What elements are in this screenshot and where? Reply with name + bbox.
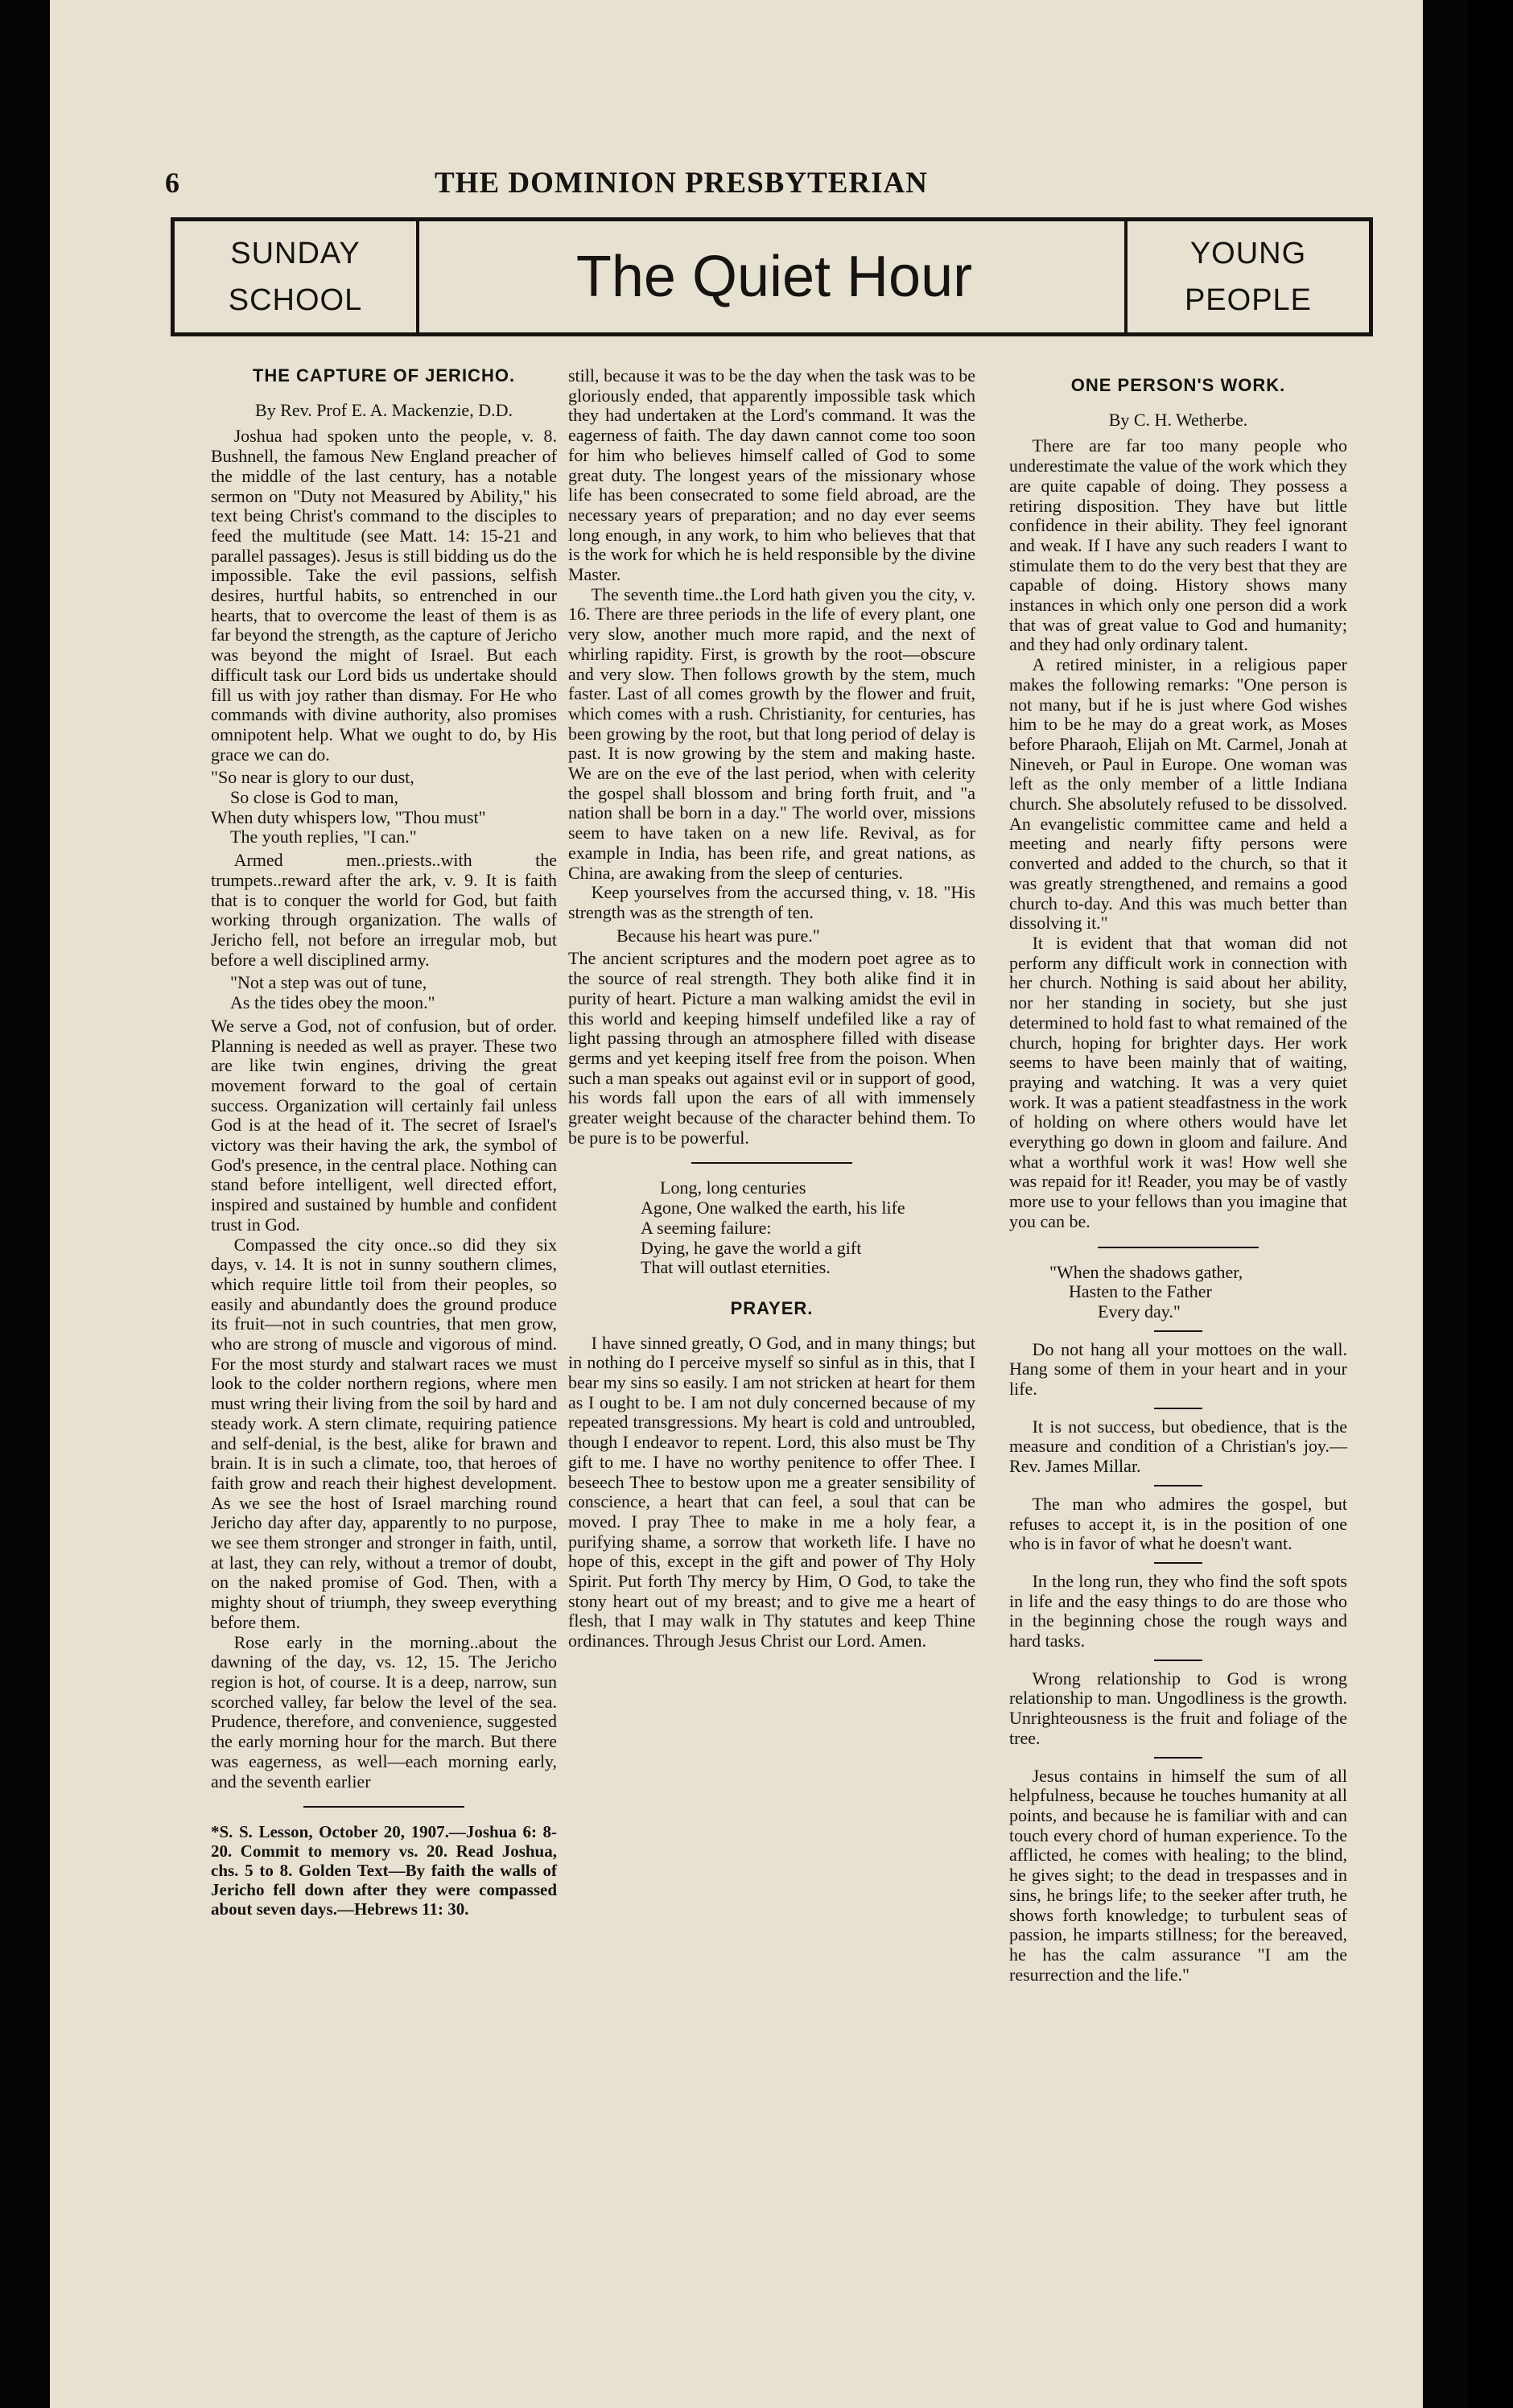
- verse: [568, 926, 975, 946]
- verse-line: "When the shadows gather,: [1049, 1261, 1243, 1282]
- film-edge-right: [1423, 0, 1468, 2408]
- paragraph: It is evident that that woman did not perform any difficult work in connection with her church. Nothing is said about her ability, nor her standing in society, but she just determined to hold fast to what remained of the church, hoping for brighter days. Her work seems to have been mainly that of waiting, praying and watching. It was a very quiet work. It was a patient steadfastness in the work of holding on where others would have let everything go down in gloom and failure. And what a worthful work it was! How well she was repaid for it! Reader, you may be of vastly more use to your fellows than you imagine that you can be.: [1009, 932, 1347, 1231]
- article-byline: By C. H. Wetherbe.: [1108, 409, 1248, 430]
- banner-left-box: [175, 221, 419, 332]
- article-byline: By Rev. Prof E. A. Mackenzie, D.D.: [255, 399, 513, 420]
- verse-line: As the tides obey the moon.": [230, 992, 435, 1013]
- prayer-heading: PRAYER.: [730, 1297, 814, 1318]
- verse-line: When duty whispers low, "Thou must": [211, 806, 486, 827]
- paragraph: Compassed the city once..so did they six days, v. 14. It is not in sunny southern climes, which require little toil from their peoples, so easily and abundantly does the ground produce its fruit—not in such countries, that men grow, who are strong of muscle and vigorous of mind. For the most sturdy and stalwart races we must look to the colder northern regions, where men must wring their living from the soil by hard and steady work. A stern climate, requiring patience and self-denial, is the best, alike for brawn and brain. It is in such a climate, too, that heroes of faith grow and reach their highest development. As we see the host of Israel marching round Jericho day after day, apparently to no purpose, we see them stronger and stronger in faith, until, at last, they can rely, without a tremor of doubt, on the naked promise of God. Then, with a mighty shout of triumph, they sweep everything before them.: [211, 1234, 557, 1632]
- verse-line: "So near is glory to our dust,: [211, 767, 414, 788]
- paragraph: Do not hang all your mottoes on the wall. Hang some of them in your heart and in your life.: [1009, 1338, 1347, 1400]
- verse: [211, 768, 557, 847]
- page-number: 6: [165, 167, 179, 199]
- verse: [1009, 1263, 1347, 1322]
- footnote: [211, 1822, 557, 1919]
- verse-line: Every day.": [1098, 1301, 1181, 1322]
- verse: [568, 1178, 975, 1278]
- running-head: THE DOMINION PRESBYTERIAN: [435, 167, 928, 200]
- verse-line: Because his heart was pure.": [616, 925, 820, 946]
- verse-line: A seeming failure:: [641, 1217, 772, 1238]
- banner-title: The Quiet Hour: [575, 245, 973, 309]
- paragraph: Wrong relationship to God is wrong relationship to man. Ungodliness is the growth. Unrighteousness is the fruit and foliage of the tree.: [1009, 1668, 1347, 1748]
- verse-line: Hasten to the Father: [1069, 1281, 1212, 1302]
- footnote-text: *S. S. Lesson, October 20, 1907.—Joshua 6: 8-20. Commit to memory vs. 20. Read Joshua, chs. 5 to 8. Golden Text—By faith the walls of Jericho fell down after they were compassed about seven days.—Hebrews 11: 30.: [211, 1822, 557, 1919]
- banner-right-box: [1124, 221, 1369, 332]
- paragraph: still, because it was to be the day when the task was to be gloriously ended, that apparently impossible task which they had undertaken at the Lord's command. It was the eagerness of faith. The day dawn cannot come too soon for him who believes himself called of God to some great duty. The longest years of the missionary whose life has been consecrated to some field abroad, are the necessary years of preparation; and no day ever seems long enough, in any work, to him who believes that that is the work for which he is held responsible by the divine Master.: [568, 365, 975, 585]
- paragraph: The ancient scriptures and the modern poet agree as to the source of real strength. They both alike find it in purity of heart. Picture a man walking amidst the evil in this world and keeping himself undefiled like a ray of light passing through an atmosphere filled with disease germs and yet keeping itself free from the poison. When such a man speaks out against evil or in support of good, his words fall upon the ears of all with immensely greater weight because of the character behind them. To be pure is to be powerful.: [568, 948, 975, 1148]
- section-banner: [171, 217, 1373, 336]
- verse-line: So close is God to man,: [230, 787, 398, 808]
- banner-left-line2: SCHOOL: [228, 283, 363, 317]
- column-young-people: [1009, 366, 1347, 1985]
- paragraph: Joshua had spoken unto the people, v. 8. Bushnell, the famous New England preacher of the middle of the last century, has a notable sermon on "Duty not Measured by Ability," his text being Christ's command to the disciples to feed the multitude (see Matt. 14: 15-21 and parallel passages). Jesus is still bidding us do the impossible. Take the evil passions, selfish desires, hurtful habits, so entrenched in our hearts, that to overcome the least of them is as far beyond the strength, as the capture of Jericho was beyond the might of Israel. But each difficult task our Lord bids us undertake should fill us with joy rather than dismay. For He who commands with divine authority, also promises omnipotent help. What we ought to do, by His grace we can do.: [211, 426, 557, 765]
- paragraph: In the long run, they who find the soft spots in life and the easy things to do are those who in the beginning chose the rough ways and hard tasks.: [1009, 1570, 1347, 1651]
- verse-line: The youth replies, "I can.": [230, 827, 417, 847]
- divider: [303, 1806, 464, 1808]
- paragraph: The man who admires the gospel, but refuses to accept it, is in the position of one who is in favor of what he doesn't want.: [1009, 1493, 1347, 1554]
- divider: [1154, 1330, 1202, 1332]
- divider: [1154, 1757, 1202, 1759]
- paragraph: There are far too many people who underestimate the value of the work which they are quite capable of doing. They possess a retiring disposition. They have but little confidence in their ability. They feel ignorant and weak. If I have any such readers I want to stimulate them to do the very best that they are capable of doing. History shows many instances in which only one person did a work that was of great value to God and humanity; and they had only ordinary talent.: [1009, 435, 1347, 655]
- paragraph: Keep yourselves from the accursed thing, v. 18. "His strength was as the strength of ten.: [568, 882, 975, 922]
- verse: [211, 973, 557, 1012]
- verse-line: "Not a step was out of tune,: [230, 972, 427, 993]
- divider: [1154, 1660, 1202, 1661]
- paragraph: We serve a God, not of confusion, but of order. Planning is needed as well as prayer. These two are like twin engines, driving the great movement forward to the goal of certain success. Organization will certainly fail unless God is at the head of it. The secret of Israel's victory was their having the ark, the symbol of God's presence, in the central place. Nothing can stand before intelligent, well directed effort, inspired and sustained by humble and confident trust in God.: [211, 1015, 557, 1235]
- divider: [1098, 1247, 1259, 1248]
- verse-line: Long, long centuries: [660, 1177, 806, 1198]
- verse-line: Dying, he gave the world a gift: [641, 1237, 862, 1258]
- banner-right-line2: PEOPLE: [1184, 283, 1313, 317]
- divider: [1154, 1408, 1202, 1409]
- article-heading: THE CAPTURE OF JERICHO.: [252, 365, 516, 386]
- film-edge-left: [0, 0, 50, 2408]
- paragraph: Jesus contains in himself the sum of all helpfulness, because he touches humanity at all points, and because he is familiar with and can touch every chord of human experience. To the afflicted, he comes with healing; to the blind, he gives sight; to the dead in trespasses and in sins, he brings life; to the seeker after truth, he shows forth knowledge; to turbulent seas of passion, he imparts stillness; for the bereaved, he has the calm assurance "I am the resurrection and the life.": [1009, 1765, 1347, 1985]
- divider: [691, 1162, 852, 1164]
- divider: [1154, 1485, 1202, 1486]
- banner-title-box: [419, 221, 1129, 332]
- paragraph: The seventh time..the Lord hath given you the city, v. 16. There are three periods in the life of every plant, one very slow, another much more rapid, and the next of whirling rapidity. First, is growth by the root—obscure and very slow. Then follows growth by the stem, much faster. Last of all comes growth by the flower and fruit, which comes with a rush. Christianity, for centuries, has been growing by the root, but that long period of delay is past. It is now growing by the stem and making haste. We are on the eve of the last period, when with celerity the gospel shall blossom and bring forth fruit, and "a nation shall be born in a day." The world over, missions seem to have taken on a new life. Revival, as for example in India, has been rife, and great nations, as China, are awaking from the sleep of centuries.: [568, 583, 975, 883]
- verse-line: Agone, One walked the earth, his life: [641, 1198, 905, 1218]
- article-heading: ONE PERSON'S WORK.: [1070, 375, 1286, 395]
- verse-line: That will outlast eternities.: [641, 1257, 831, 1278]
- paragraph: Rose early in the morning..about the dawning of the day, vs. 12, 15. The Jericho region is hot, of course. It is a deep, narrow, sun scorched valley, far below the level of the sea. Prudence, therefore, and convenience, suggested the early morning hour for the march. But there was eagerness, as well—each morning early, and the seventh earlier: [211, 1631, 557, 1792]
- spacer: [568, 1281, 975, 1299]
- banner-left-line1: SUNDAY: [230, 237, 361, 270]
- column-middle: [568, 366, 975, 1651]
- banner-right-line1: YOUNG: [1189, 237, 1307, 270]
- paragraph: Armed men..priests..with the trumpets..reward after the ark, v. 9. It is faith that is to conquer the world for God, but faith working through organization. The walls of Jericho fell, not before an irregular mob, but before a well disciplined army.: [211, 850, 557, 970]
- divider: [1154, 1562, 1202, 1564]
- prayer-text: I have sinned greatly, O God, and in many things; but in nothing do I perceive myself so sinful as in this, that I bear my sins so easily. I am not stricken at heart for them as I ought to be. I am not duly concerned because of my repeated transgressions. My heart is cold and untroubled, though I endeavor to repent. Lord, this also must be Thy gift to me. I have no worthy penitence to offer Thee. I beseech Thee to bestow upon me a greater sensibility of conscience, a heart that can feel, a soul that can be moved. I pray Thee to make in me a holy fear, a purifying shame, a sorrow that worketh life. I have no hope of this, except in the gift and power of Thy Holy Spirit. Put forth Thy mercy by Him, O God, to take the stony heart out of my breast; and to give me a heart of flesh, that I may walk in Thy statutes and keep Thine ordinances. Through Jesus Christ our Lord. Amen.: [568, 1332, 975, 1651]
- column-sunday-school: [211, 366, 557, 1919]
- paragraph: A retired minister, in a religious paper makes the following remarks: "One person is not many, but if he is just where God wishes him to be he may do a great work, as Moses before Pharaoh, Elijah on Mt. Carmel, Jonah at Nineveh, or Paul in Europe. One woman was left as the only member of a little Indiana church. She absolutely refused to be dissolved. An evangelistic committee came and held a meeting and nearly fifty persons were converted and added to the church, so that it was greatly strengthened, and remains a good church to-day. And this was much better than dissolving it.": [1009, 654, 1347, 934]
- paragraph: It is not success, but obedience, that is the measure and condition of a Christian's joy.—Rev. James Millar.: [1009, 1416, 1347, 1477]
